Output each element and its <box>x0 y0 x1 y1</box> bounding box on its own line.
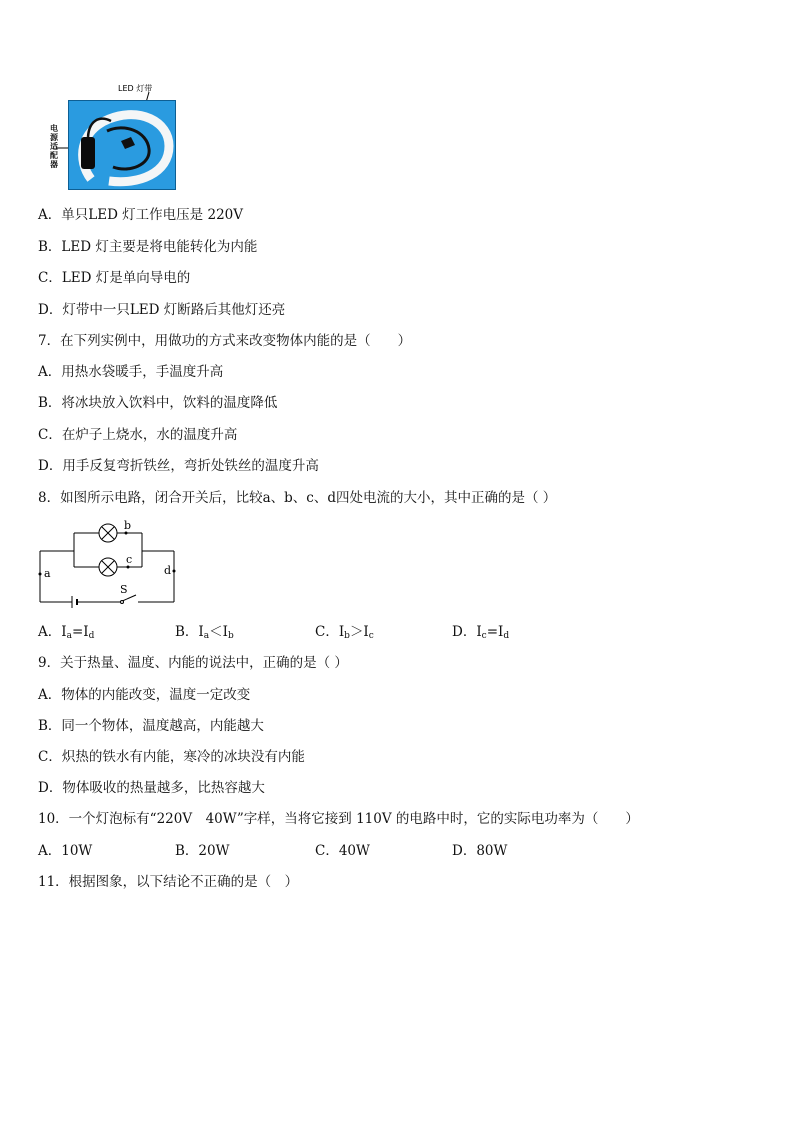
q7-option-a: A．用热水袋暖手，手温度升高 <box>38 364 224 380</box>
q7-option-b: B．将冰块放入饮料中，饮料的温度降低 <box>38 395 278 411</box>
q8-option-c: C．$I_b>I_c$ <box>315 624 374 641</box>
q6-option-c: C．LED 灯是单向导电的 <box>38 270 191 286</box>
led-strip-drawing <box>69 101 175 189</box>
q10-option-c: C．40W <box>315 843 370 859</box>
q10-option-d: D．80W <box>452 843 508 859</box>
circuit-label-c: c <box>126 553 133 566</box>
led-strip-photo <box>68 100 176 190</box>
q6-option-d: D．灯带中一只LED 灯断路后其他灯还亮 <box>38 302 286 318</box>
q10-option-a: A．10W <box>38 843 93 859</box>
q7-option-c: C．在炉子上烧水，水的温度升高 <box>38 427 238 443</box>
power-adapter-label: 电源适配器 <box>50 124 58 169</box>
q9-option-b: B．同一个物体，温度越高，内能越大 <box>38 718 264 734</box>
circuit-label-a: a <box>44 567 51 580</box>
q10-stem: 10．一个灯泡标有“220V 40W”字样，当将它接到 110V 的电路中时，它的实际电功率为（ ） <box>38 811 639 827</box>
led-strip-label: LED 灯带 <box>118 84 153 93</box>
q9-option-c: C．炽热的铁水有内能，寒冷的冰块没有内能 <box>38 749 305 765</box>
q7-option-d: D．用手反复弯折铁丝，弯折处铁丝的温度升高 <box>38 458 319 474</box>
q9-option-a: A．物体的内能改变，温度一定改变 <box>38 687 251 703</box>
q6-option-a: A．单只LED 灯工作电压是 220V <box>38 207 243 223</box>
q8-option-b: B．$I_a<I_b$ <box>175 624 234 641</box>
q6-option-b: B．LED 灯主要是将电能转化为内能 <box>38 239 258 255</box>
circuit-diagram <box>36 518 186 608</box>
q9-stem: 9．关于热量、温度、内能的说法中，正确的是（ ） <box>38 655 348 671</box>
q10-option-b: B．20W <box>175 843 230 859</box>
circuit-label-s: S <box>120 583 128 596</box>
q9-option-d: D．物体吸收的热量越多，比热容越大 <box>38 780 265 796</box>
q11-stem: 11．根据图象，以下结论不正确的是（ ） <box>38 874 299 890</box>
q7-stem: 7．在下列实例中，用做功的方式来改变物体内能的是（ ） <box>38 333 412 349</box>
q8-option-a: A．$I_a=I_d$ <box>38 624 95 641</box>
q8-stem: 8．如图所示电路，闭合开关后，比较a、b、c、d四处电流的大小，其中正确的是（ ） <box>38 490 557 506</box>
circuit-label-d: d <box>164 564 172 577</box>
circuit-label-b: b <box>124 519 132 532</box>
q8-option-d: D．$I_c=I_d$ <box>452 624 510 641</box>
